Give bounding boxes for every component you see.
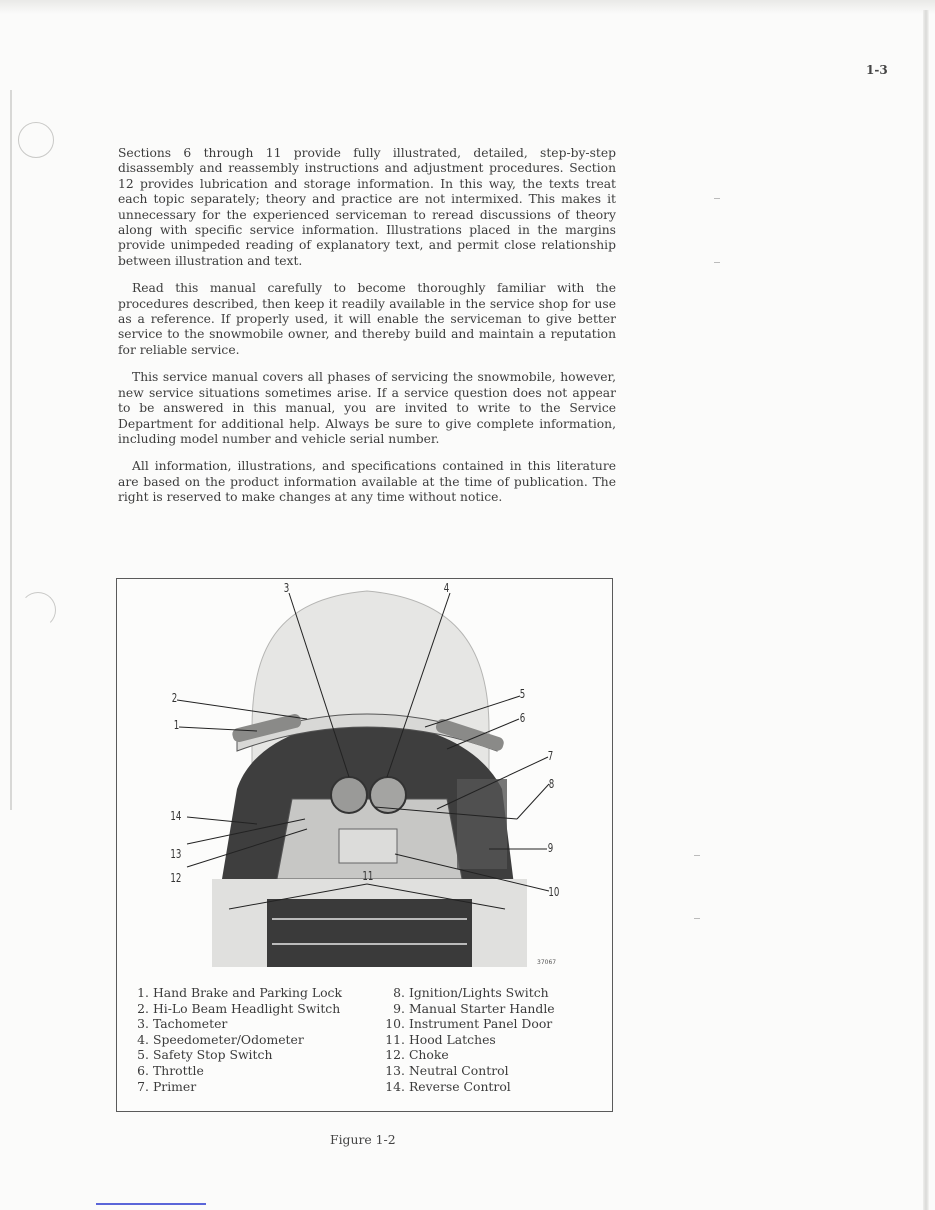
snowmobile-dashboard-photo — [117, 579, 612, 971]
legend-item: 13. Neutral Control — [385, 1062, 509, 1078]
punch-hole — [20, 592, 56, 628]
legend-item: 6. Throttle — [137, 1062, 204, 1078]
paragraph-coverage: This service manual covers all phases of servicing the snowmobile, however, new service situations sometimes arise. If a service question does not appear to be answered in this manual, you are invited to write to the Service Department for additional help. Always be sure to give complete information, including model number and vehicle serial number. — [118, 370, 616, 446]
callout-10: 10 — [548, 885, 560, 899]
paragraph-disclaimer: All information, illustrations, and specifications contained in this literature are based on the product information available at the time of publication. The right is reserved to make changes at any time without notice. — [118, 459, 616, 505]
legend-item: 14. Reverse Control — [385, 1078, 511, 1094]
callout-5: 5 — [519, 687, 526, 701]
legend-item: 5. Safety Stop Switch — [137, 1047, 273, 1063]
callout-9: 9 — [547, 841, 554, 855]
scan-speck — [714, 198, 720, 199]
callout-7: 7 — [547, 749, 554, 763]
body-text — [118, 146, 616, 518]
legend-item: 11. Hood Latches — [385, 1031, 496, 1047]
scan-speck — [694, 918, 700, 919]
callout-12: 12 — [170, 871, 182, 885]
legend-item: 2. Hi-Lo Beam Headlight Switch — [137, 1000, 341, 1016]
legend-item: 1. Hand Brake and Parking Lock — [137, 985, 342, 1000]
callout-2: 2 — [171, 691, 178, 705]
figure-1-2 — [116, 578, 613, 1112]
scan-top-shadow — [0, 0, 935, 14]
callout-4: 4 — [443, 581, 450, 595]
callout-6: 6 — [519, 711, 526, 725]
legend-item: 8. Ignition/Lights Switch — [393, 985, 549, 1000]
legend-item: 12. Choke — [385, 1047, 449, 1063]
callout-1: 1 — [173, 718, 180, 732]
legend-item: 9. Manual Starter Handle — [393, 1000, 555, 1016]
punch-hole — [18, 122, 54, 158]
paragraph-sections: Sections 6 through 11 provide fully illustrated, detailed, step-by-step disassembly and reassembly instructions and adjustment procedures. Section 12 provides lubrication and storage information. In this way, the texts treat each topic separately; theory and practice are not intermixed. This makes it unnecessary for the experienced serviceman to reread discussions of theory along with specific service information. Illustrations placed in the margins provide unimpeded reading of explanatory text, and permit close relationship between illustration and text. — [118, 146, 616, 268]
paragraph-read-manual: Read this manual carefully to become thoroughly familiar with the procedures described, then keep it readily available in the service shop for use as a reference. If properly used, it will enable the serviceman to give better service to the snowmobile owner, and thereby build and maintain a reputation for reliable service. — [118, 281, 616, 357]
scan-speck — [714, 262, 720, 263]
scan-speck — [694, 855, 700, 856]
figure-caption: Figure 1-2 — [330, 1132, 396, 1147]
page-number: 1-3 — [866, 63, 888, 77]
legend-item: 4. Speedometer/Odometer — [137, 1031, 304, 1047]
legend-item: 10. Instrument Panel Door — [385, 1016, 553, 1032]
legend-column-right — [383, 985, 555, 1094]
legend-item: 7. Primer — [137, 1078, 197, 1094]
legend-column-left — [135, 985, 342, 1094]
footer-rule — [96, 1203, 206, 1205]
callout-3: 3 — [283, 581, 290, 595]
photo-id: 37067 — [537, 959, 557, 966]
legend-item: 3. Tachometer — [137, 1016, 228, 1032]
callout-8: 8 — [548, 777, 555, 791]
scan-left-edge — [10, 90, 12, 810]
callout-13: 13 — [170, 847, 182, 861]
callout-14: 14 — [170, 809, 182, 823]
scan-right-edge — [923, 10, 929, 1210]
callout-11: 11 — [362, 869, 374, 883]
